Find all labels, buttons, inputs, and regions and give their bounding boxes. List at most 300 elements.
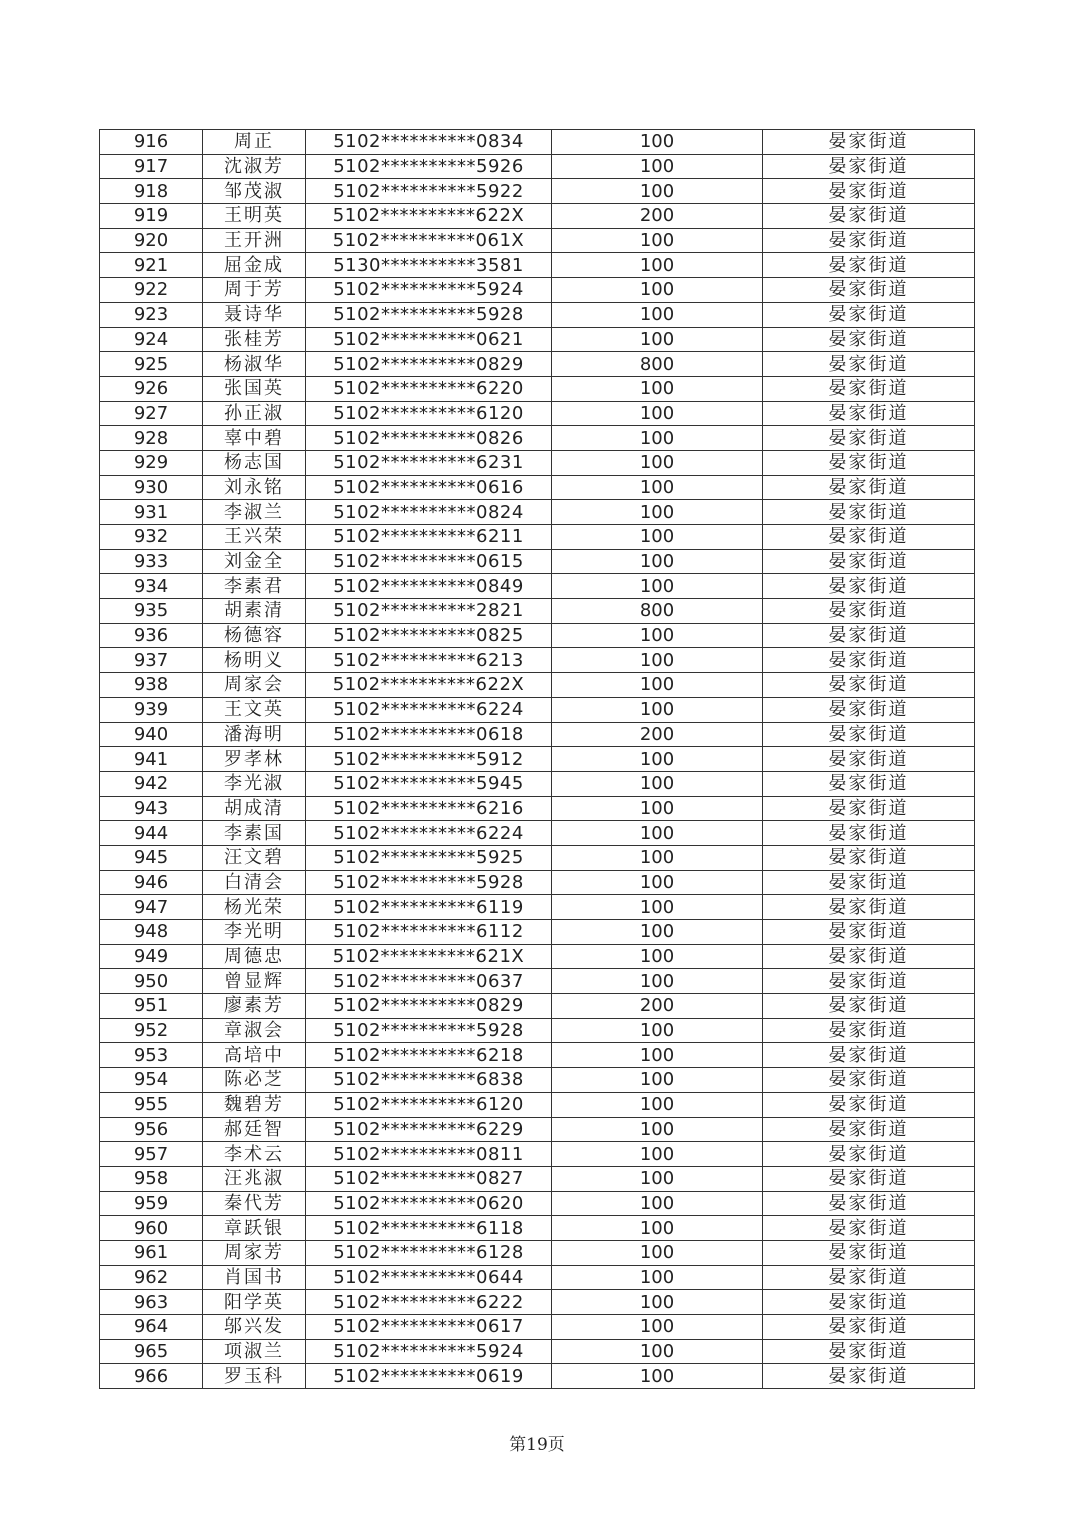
name-cell: 汪文碧	[203, 845, 306, 870]
amount-cell: 100	[552, 747, 763, 772]
street-cell: 晏家街道	[763, 1018, 975, 1043]
street-cell: 晏家街道	[763, 623, 975, 648]
row-number-cell: 917	[100, 154, 203, 179]
table-row	[100, 673, 975, 698]
row-number-cell: 948	[100, 920, 203, 945]
table-row	[100, 771, 975, 796]
name-cell: 魏碧芳	[203, 1092, 306, 1117]
table-row	[100, 253, 975, 278]
id-number-cell: 5102**********5922	[306, 179, 552, 204]
amount-cell: 200	[552, 722, 763, 747]
row-number-cell: 922	[100, 278, 203, 303]
row-number-cell: 953	[100, 1043, 203, 1068]
street-cell: 晏家街道	[763, 154, 975, 179]
name-cell: 沈淑芳	[203, 154, 306, 179]
row-number-cell: 936	[100, 623, 203, 648]
row-number-cell: 938	[100, 673, 203, 698]
table-row	[100, 821, 975, 846]
street-cell: 晏家街道	[763, 525, 975, 550]
table-row	[100, 623, 975, 648]
table-row	[100, 228, 975, 253]
id-number-cell: 5102**********6118	[306, 1216, 552, 1241]
table-row	[100, 401, 975, 426]
table-row	[100, 969, 975, 994]
id-number-cell: 5102**********6120	[306, 401, 552, 426]
table-row	[100, 870, 975, 895]
street-cell: 晏家街道	[763, 599, 975, 624]
amount-cell: 100	[552, 895, 763, 920]
id-number-cell: 5102**********0644	[306, 1265, 552, 1290]
table-row	[100, 722, 975, 747]
street-cell: 晏家街道	[763, 1265, 975, 1290]
amount-cell: 800	[552, 352, 763, 377]
table-row	[100, 376, 975, 401]
amount-cell: 100	[552, 821, 763, 846]
table-row	[100, 525, 975, 550]
id-number-cell: 5102**********6218	[306, 1043, 552, 1068]
name-cell: 李素君	[203, 574, 306, 599]
id-number-cell: 5102**********622X	[306, 204, 552, 229]
name-cell: 王开洲	[203, 228, 306, 253]
amount-cell: 100	[552, 327, 763, 352]
id-number-cell: 5102**********0827	[306, 1166, 552, 1191]
amount-cell: 100	[552, 401, 763, 426]
table-row	[100, 648, 975, 673]
row-number-cell: 965	[100, 1339, 203, 1364]
street-cell: 晏家街道	[763, 278, 975, 303]
table-row	[100, 179, 975, 204]
table-row	[100, 1018, 975, 1043]
row-number-cell: 934	[100, 574, 203, 599]
street-cell: 晏家街道	[763, 475, 975, 500]
street-cell: 晏家街道	[763, 574, 975, 599]
id-number-cell: 5102**********0621	[306, 327, 552, 352]
id-number-cell: 5102**********6112	[306, 920, 552, 945]
amount-cell: 100	[552, 648, 763, 673]
street-cell: 晏家街道	[763, 747, 975, 772]
name-cell: 王明英	[203, 204, 306, 229]
id-number-cell: 5102**********0824	[306, 500, 552, 525]
id-number-cell: 5102**********0825	[306, 623, 552, 648]
name-cell: 李淑兰	[203, 500, 306, 525]
id-number-cell: 5102**********0826	[306, 426, 552, 451]
amount-cell: 100	[552, 179, 763, 204]
name-cell: 杨光荣	[203, 895, 306, 920]
table-row	[100, 1240, 975, 1265]
name-cell: 张国英	[203, 376, 306, 401]
amount-cell: 100	[552, 154, 763, 179]
id-number-cell: 5102**********0834	[306, 130, 552, 155]
id-number-cell: 5102**********0829	[306, 352, 552, 377]
amount-cell: 100	[552, 302, 763, 327]
table-row	[100, 204, 975, 229]
name-cell: 屈金成	[203, 253, 306, 278]
name-cell: 王文英	[203, 697, 306, 722]
name-cell: 胡素清	[203, 599, 306, 624]
name-cell: 李光淑	[203, 771, 306, 796]
name-cell: 周德忠	[203, 944, 306, 969]
row-number-cell: 954	[100, 1068, 203, 1093]
amount-cell: 100	[552, 1142, 763, 1167]
table-row	[100, 327, 975, 352]
name-cell: 高培中	[203, 1043, 306, 1068]
row-number-cell: 943	[100, 796, 203, 821]
name-cell: 章淑会	[203, 1018, 306, 1043]
table-row	[100, 845, 975, 870]
row-number-cell: 945	[100, 845, 203, 870]
id-number-cell: 5102**********6220	[306, 376, 552, 401]
id-number-cell: 5102**********5928	[306, 302, 552, 327]
amount-cell: 100	[552, 1117, 763, 1142]
name-cell: 杨德容	[203, 623, 306, 648]
amount-cell: 200	[552, 204, 763, 229]
table-row	[100, 796, 975, 821]
street-cell: 晏家街道	[763, 401, 975, 426]
name-cell: 杨志国	[203, 450, 306, 475]
table-row	[100, 1216, 975, 1241]
id-number-cell: 5102**********5912	[306, 747, 552, 772]
table-row	[100, 154, 975, 179]
table-row	[100, 1364, 975, 1389]
id-number-cell: 5102**********0615	[306, 549, 552, 574]
table-row	[100, 1265, 975, 1290]
row-number-cell: 952	[100, 1018, 203, 1043]
id-number-cell: 5102**********6119	[306, 895, 552, 920]
row-number-cell: 930	[100, 475, 203, 500]
street-cell: 晏家街道	[763, 1315, 975, 1340]
street-cell: 晏家街道	[763, 1166, 975, 1191]
name-cell: 王兴荣	[203, 525, 306, 550]
id-number-cell: 5102**********6224	[306, 697, 552, 722]
row-number-cell: 966	[100, 1364, 203, 1389]
street-cell: 晏家街道	[763, 204, 975, 229]
amount-cell: 100	[552, 574, 763, 599]
row-number-cell: 931	[100, 500, 203, 525]
street-cell: 晏家街道	[763, 771, 975, 796]
row-number-cell: 928	[100, 426, 203, 451]
row-number-cell: 947	[100, 895, 203, 920]
row-number-cell: 929	[100, 450, 203, 475]
id-number-cell: 5102**********5928	[306, 870, 552, 895]
amount-cell: 200	[552, 994, 763, 1019]
table-row	[100, 1290, 975, 1315]
name-cell: 杨明义	[203, 648, 306, 673]
street-cell: 晏家街道	[763, 648, 975, 673]
table-row	[100, 278, 975, 303]
id-number-cell: 5102**********6222	[306, 1290, 552, 1315]
row-number-cell: 921	[100, 253, 203, 278]
street-cell: 晏家街道	[763, 1216, 975, 1241]
table-row	[100, 574, 975, 599]
table-row	[100, 1166, 975, 1191]
street-cell: 晏家街道	[763, 994, 975, 1019]
amount-cell: 100	[552, 870, 763, 895]
row-number-cell: 960	[100, 1216, 203, 1241]
street-cell: 晏家街道	[763, 450, 975, 475]
street-cell: 晏家街道	[763, 130, 975, 155]
amount-cell: 100	[552, 1018, 763, 1043]
id-number-cell: 5102**********6120	[306, 1092, 552, 1117]
street-cell: 晏家街道	[763, 697, 975, 722]
name-cell: 刘永铭	[203, 475, 306, 500]
amount-cell: 100	[552, 1216, 763, 1241]
street-cell: 晏家街道	[763, 920, 975, 945]
amount-cell: 100	[552, 500, 763, 525]
street-cell: 晏家街道	[763, 1364, 975, 1389]
table-row	[100, 130, 975, 155]
street-cell: 晏家街道	[763, 796, 975, 821]
street-cell: 晏家街道	[763, 1142, 975, 1167]
amount-cell: 100	[552, 376, 763, 401]
name-cell: 李术云	[203, 1142, 306, 1167]
row-number-cell: 940	[100, 722, 203, 747]
row-number-cell: 959	[100, 1191, 203, 1216]
row-number-cell: 961	[100, 1240, 203, 1265]
id-number-cell: 5102**********5925	[306, 845, 552, 870]
row-number-cell: 935	[100, 599, 203, 624]
row-number-cell: 956	[100, 1117, 203, 1142]
id-number-cell: 5102**********0617	[306, 1315, 552, 1340]
row-number-cell: 962	[100, 1265, 203, 1290]
amount-cell: 100	[552, 673, 763, 698]
table-row	[100, 747, 975, 772]
name-cell: 张桂芳	[203, 327, 306, 352]
table-row	[100, 1092, 975, 1117]
id-number-cell: 5102**********0619	[306, 1364, 552, 1389]
amount-cell: 100	[552, 920, 763, 945]
table-row	[100, 599, 975, 624]
id-number-cell: 5102**********0811	[306, 1142, 552, 1167]
street-cell: 晏家街道	[763, 179, 975, 204]
row-number-cell: 918	[100, 179, 203, 204]
amount-cell: 100	[552, 549, 763, 574]
row-number-cell: 927	[100, 401, 203, 426]
row-number-cell: 916	[100, 130, 203, 155]
amount-cell: 100	[552, 969, 763, 994]
id-number-cell: 5102**********0620	[306, 1191, 552, 1216]
street-cell: 晏家街道	[763, 426, 975, 451]
row-number-cell: 942	[100, 771, 203, 796]
row-number-cell: 933	[100, 549, 203, 574]
name-cell: 章跃银	[203, 1216, 306, 1241]
id-number-cell: 5130**********3581	[306, 253, 552, 278]
row-number-cell: 937	[100, 648, 203, 673]
table-row	[100, 1191, 975, 1216]
name-cell: 周家芳	[203, 1240, 306, 1265]
amount-cell: 100	[552, 278, 763, 303]
name-cell: 郝廷智	[203, 1117, 306, 1142]
table-row	[100, 1315, 975, 1340]
street-cell: 晏家街道	[763, 1117, 975, 1142]
street-cell: 晏家街道	[763, 821, 975, 846]
row-number-cell: 946	[100, 870, 203, 895]
id-number-cell: 5102**********5924	[306, 278, 552, 303]
row-number-cell: 926	[100, 376, 203, 401]
row-number-cell: 932	[100, 525, 203, 550]
table-row	[100, 302, 975, 327]
row-number-cell: 924	[100, 327, 203, 352]
street-cell: 晏家街道	[763, 722, 975, 747]
street-cell: 晏家街道	[763, 327, 975, 352]
id-number-cell: 5102**********621X	[306, 944, 552, 969]
table-row	[100, 994, 975, 1019]
id-number-cell: 5102**********5928	[306, 1018, 552, 1043]
id-number-cell: 5102**********0618	[306, 722, 552, 747]
name-cell: 陈必芝	[203, 1068, 306, 1093]
name-cell: 辜中碧	[203, 426, 306, 451]
street-cell: 晏家街道	[763, 845, 975, 870]
name-cell: 廖素芳	[203, 994, 306, 1019]
roster-table-body	[100, 130, 975, 1389]
amount-cell: 100	[552, 253, 763, 278]
name-cell: 潘海明	[203, 722, 306, 747]
row-number-cell: 949	[100, 944, 203, 969]
name-cell: 罗玉科	[203, 1364, 306, 1389]
street-cell: 晏家街道	[763, 1092, 975, 1117]
street-cell: 晏家街道	[763, 1191, 975, 1216]
row-number-cell: 955	[100, 1092, 203, 1117]
row-number-cell: 919	[100, 204, 203, 229]
id-number-cell: 5102**********061X	[306, 228, 552, 253]
id-number-cell: 5102**********0829	[306, 994, 552, 1019]
row-number-cell: 923	[100, 302, 203, 327]
table-row	[100, 1142, 975, 1167]
id-number-cell: 5102**********5926	[306, 154, 552, 179]
table-row	[100, 697, 975, 722]
amount-cell: 100	[552, 697, 763, 722]
amount-cell: 100	[552, 845, 763, 870]
table-row	[100, 1043, 975, 1068]
id-number-cell: 5102**********0849	[306, 574, 552, 599]
table-row	[100, 1339, 975, 1364]
id-number-cell: 5102**********6213	[306, 648, 552, 673]
table-row	[100, 895, 975, 920]
id-number-cell: 5102**********5945	[306, 771, 552, 796]
row-number-cell: 939	[100, 697, 203, 722]
table-row	[100, 450, 975, 475]
table-row	[100, 944, 975, 969]
amount-cell: 100	[552, 623, 763, 648]
name-cell: 胡成清	[203, 796, 306, 821]
row-number-cell: 944	[100, 821, 203, 846]
id-number-cell: 5102**********6838	[306, 1068, 552, 1093]
amount-cell: 100	[552, 475, 763, 500]
row-number-cell: 925	[100, 352, 203, 377]
subsidy-roster-table	[99, 129, 975, 1389]
street-cell: 晏家街道	[763, 352, 975, 377]
id-number-cell: 5102**********6229	[306, 1117, 552, 1142]
street-cell: 晏家街道	[763, 1290, 975, 1315]
name-cell: 汪兆淑	[203, 1166, 306, 1191]
name-cell: 李素国	[203, 821, 306, 846]
table-row	[100, 1068, 975, 1093]
amount-cell: 100	[552, 1339, 763, 1364]
name-cell: 李光明	[203, 920, 306, 945]
amount-cell: 100	[552, 525, 763, 550]
street-cell: 晏家街道	[763, 673, 975, 698]
name-cell: 聂诗华	[203, 302, 306, 327]
name-cell: 肖国书	[203, 1265, 306, 1290]
id-number-cell: 5102**********6128	[306, 1240, 552, 1265]
amount-cell: 100	[552, 426, 763, 451]
street-cell: 晏家街道	[763, 376, 975, 401]
id-number-cell: 5102**********2821	[306, 599, 552, 624]
id-number-cell: 5102**********6224	[306, 821, 552, 846]
name-cell: 秦代芳	[203, 1191, 306, 1216]
row-number-cell: 950	[100, 969, 203, 994]
row-number-cell: 957	[100, 1142, 203, 1167]
name-cell: 罗孝林	[203, 747, 306, 772]
row-number-cell: 941	[100, 747, 203, 772]
street-cell: 晏家街道	[763, 302, 975, 327]
name-cell: 刘金全	[203, 549, 306, 574]
amount-cell: 100	[552, 1290, 763, 1315]
name-cell: 曾显辉	[203, 969, 306, 994]
id-number-cell: 5102**********0637	[306, 969, 552, 994]
row-number-cell: 958	[100, 1166, 203, 1191]
street-cell: 晏家街道	[763, 944, 975, 969]
street-cell: 晏家街道	[763, 1240, 975, 1265]
amount-cell: 100	[552, 1068, 763, 1093]
row-number-cell: 951	[100, 994, 203, 1019]
table-row	[100, 920, 975, 945]
amount-cell: 800	[552, 599, 763, 624]
table-row	[100, 1117, 975, 1142]
amount-cell: 100	[552, 1315, 763, 1340]
street-cell: 晏家街道	[763, 228, 975, 253]
street-cell: 晏家街道	[763, 895, 975, 920]
amount-cell: 100	[552, 944, 763, 969]
name-cell: 周于芳	[203, 278, 306, 303]
street-cell: 晏家街道	[763, 253, 975, 278]
id-number-cell: 5102**********622X	[306, 673, 552, 698]
street-cell: 晏家街道	[763, 969, 975, 994]
table-row	[100, 475, 975, 500]
id-number-cell: 5102**********6211	[306, 525, 552, 550]
id-number-cell: 5102**********0616	[306, 475, 552, 500]
amount-cell: 100	[552, 796, 763, 821]
name-cell: 孙正淑	[203, 401, 306, 426]
street-cell: 晏家街道	[763, 1043, 975, 1068]
name-cell: 邬兴发	[203, 1315, 306, 1340]
amount-cell: 100	[552, 130, 763, 155]
id-number-cell: 5102**********6231	[306, 450, 552, 475]
amount-cell: 100	[552, 771, 763, 796]
amount-cell: 100	[552, 1166, 763, 1191]
table-row	[100, 352, 975, 377]
amount-cell: 100	[552, 450, 763, 475]
amount-cell: 100	[552, 1043, 763, 1068]
name-cell: 阳学英	[203, 1290, 306, 1315]
amount-cell: 100	[552, 228, 763, 253]
name-cell: 邹茂淑	[203, 179, 306, 204]
amount-cell: 100	[552, 1240, 763, 1265]
street-cell: 晏家街道	[763, 549, 975, 574]
amount-cell: 100	[552, 1092, 763, 1117]
amount-cell: 100	[552, 1265, 763, 1290]
id-number-cell: 5102**********6216	[306, 796, 552, 821]
page-number-footer: 第19页	[509, 1435, 565, 1455]
amount-cell: 100	[552, 1191, 763, 1216]
name-cell: 白清会	[203, 870, 306, 895]
amount-cell: 100	[552, 1364, 763, 1389]
id-number-cell: 5102**********5924	[306, 1339, 552, 1364]
street-cell: 晏家街道	[763, 500, 975, 525]
name-cell: 项淑兰	[203, 1339, 306, 1364]
table-row	[100, 426, 975, 451]
street-cell: 晏家街道	[763, 1068, 975, 1093]
table-row	[100, 500, 975, 525]
